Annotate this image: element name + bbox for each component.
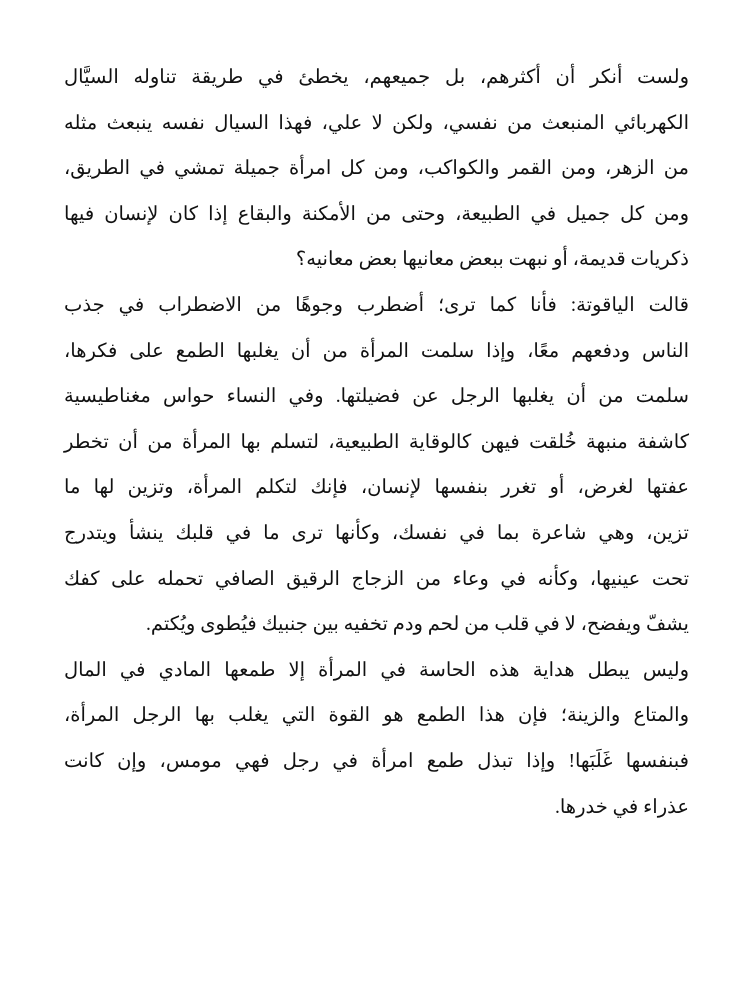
text-line: ومن كل جميل في الطبيعة، وحتى من الأمكنة والبقاع إذا كان لإنسان فيها bbox=[64, 203, 689, 225]
text-line: وليس يبطل هداية هذه الحاسة في المرأة إلا طمعها المادي في المال bbox=[64, 659, 689, 681]
text-line: ولست أنكر أن أكثرهم، بل جميعهم، يخطئ في طريقة تناوله السيَّال bbox=[64, 67, 689, 88]
text-line: الناس ودفعهم معًا، وإذا سلمت المرأة من أن يغلبها الطمع على فكرها، bbox=[64, 340, 689, 362]
text-line: عذراء في خدرها. bbox=[554, 796, 689, 818]
text-line: تزين، وهي شاعرة بما في نفسك، وكأنها ترى ما في قلبك ينشأ ويتدرج bbox=[64, 522, 689, 544]
text-line: سلمت من أن يغلبها الرجل عن فضيلتها. وفي النساء حواس مغناطيسية bbox=[64, 386, 689, 408]
paragraph-1 bbox=[64, 55, 689, 283]
text-line: من الزهر، ومن القمر والكواكب، ومن كل امرأة جميلة تمشي في الطريق، bbox=[64, 158, 689, 180]
text-line: قالت الياقوتة: فأنا كما ترى؛ أضطرب وجوهًا من الاضطراب في جذب bbox=[64, 294, 689, 316]
text-line: يشفّ ويفضح، لا في قلب من لحم ودم تخفيه بين جنبيك فيُطوى ويُكتم. bbox=[145, 614, 689, 636]
text-line: عفتها لغرض، أو تغرر بنفسها لإنسان، فإنك لتكلم المرأة، وتزين لها ما bbox=[64, 477, 689, 499]
text-line: فبنفسها غَلَبَها! وإذا تبذل طمع امرأة في رجل فهي مومس، وإن كانت bbox=[64, 750, 689, 772]
paragraph-2 bbox=[64, 283, 689, 648]
text-line: ذكريات قديمة، أو نبهت ببعض معانيها بعض معانيه؟ bbox=[295, 249, 689, 271]
document-page bbox=[64, 55, 689, 830]
text-line: كاشفة منبهة خُلقت فيهن كالوقاية الطبيعية، لتسلم بها المرأة من أن تخطر bbox=[64, 431, 689, 453]
text-line: تحت عينيها، وكأنه في وعاء من الزجاج الرقيق الصافي تحمله على كفك bbox=[64, 568, 689, 590]
text-line: والمتاع والزينة؛ فإن هذا الطمع هو القوة التي يغلب بها الرجل المرأة، bbox=[64, 705, 689, 727]
paragraph-3 bbox=[64, 648, 689, 830]
text-line: الكهربائي المنبعث من نفسي، ولكن لا علي، فهذا السيال نفسه ينبعث مثله bbox=[64, 112, 689, 134]
